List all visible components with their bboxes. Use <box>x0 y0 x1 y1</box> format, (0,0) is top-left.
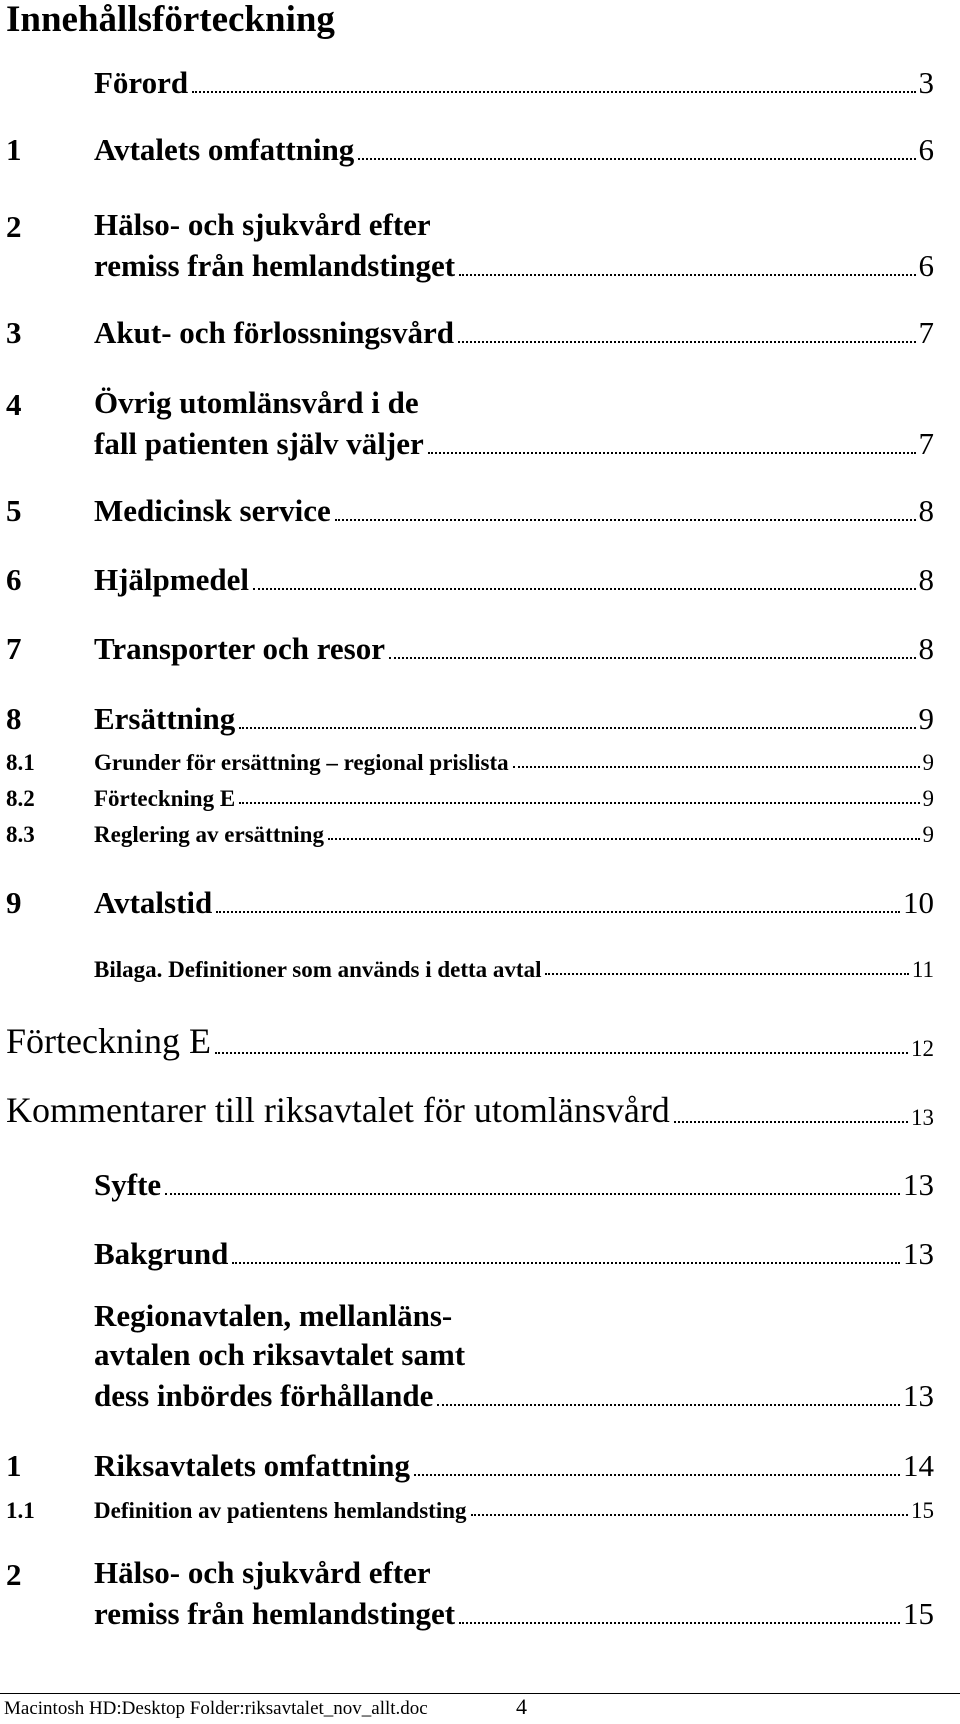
dot-leader <box>253 588 916 590</box>
toc-entry-medicinsk-service[interactable] <box>0 491 934 529</box>
toc-entry-label-line1: Övrig utomlänsvård i de <box>94 385 419 420</box>
footer-page-number: 4 <box>516 1694 527 1719</box>
toc-entry-label: Riksavtalets omfattning <box>94 1448 411 1483</box>
toc-entry-label: Förteckning E <box>6 1021 211 1061</box>
toc-entry-page: 11 <box>911 957 934 982</box>
toc-entry-label-line1: Hälso- och sjukvård efter <box>94 1555 431 1590</box>
toc-entry-number: 8.3 <box>6 822 35 847</box>
dot-leader <box>428 452 916 454</box>
toc-entry-page: 8 <box>918 562 934 597</box>
dot-leader <box>358 158 915 160</box>
toc-entry-label: Ersättning <box>94 701 236 736</box>
dot-leader <box>328 838 920 840</box>
toc-entry-label: Akut- och förlossningsvård <box>94 315 454 350</box>
toc-entry-page: 9 <box>922 786 934 811</box>
toc-entry-label: Syfte <box>94 1167 162 1202</box>
toc-entry-label: Avtalets omfattning <box>94 132 355 167</box>
toc-entry-page: 13 <box>903 1378 934 1413</box>
toc-entry-bakgrund[interactable] <box>94 1234 934 1272</box>
dot-leader <box>458 341 916 343</box>
toc-entry-page: 13 <box>903 1236 934 1271</box>
toc-entry-number: 4 <box>6 387 22 422</box>
toc-entry-page: 3 <box>918 65 934 100</box>
toc-entry-page: 15 <box>903 1596 934 1631</box>
toc-entry-number: 5 <box>6 493 22 528</box>
toc-entry-page: 7 <box>918 315 934 350</box>
toc-entry-label: dess inbördes förhållande <box>94 1378 434 1413</box>
toc-entry-forteckning-e-sub[interactable] <box>0 782 934 812</box>
dot-leader <box>192 91 915 93</box>
toc-entry-label: Förteckning E <box>94 786 236 811</box>
toc-entry-number: 2 <box>6 209 22 244</box>
toc-entry-page: 15 <box>911 1498 934 1523</box>
toc-entry-akut-och-forlossningsvard[interactable] <box>0 313 934 351</box>
toc-entry-page: 9 <box>922 822 934 847</box>
toc-entry-syfte[interactable] <box>94 1165 934 1203</box>
toc-entry-label: Hjälpmedel <box>94 562 249 597</box>
page-footer <box>0 1693 960 1724</box>
dot-leader <box>437 1404 900 1406</box>
toc-entry-number: 8 <box>6 701 22 736</box>
toc-entry-label-line1: Hälso- och sjukvård efter <box>94 207 431 242</box>
toc-entry-label: Reglering av ersättning <box>94 822 324 847</box>
dot-leader <box>165 1193 900 1195</box>
dot-leader <box>545 973 908 975</box>
toc-entry-label: remiss från hemlandstinget <box>94 1596 456 1631</box>
dot-leader <box>513 766 920 768</box>
footer-file-path: Macintosh HD:Desktop Folder:riksavtalet_nov_allt.doc <box>4 1698 428 1719</box>
page-title: Innehållsförteckning <box>6 0 335 40</box>
toc-entry-number: 9 <box>6 885 22 920</box>
toc-entry-page: 8 <box>918 493 934 528</box>
dot-leader <box>232 1262 900 1264</box>
toc-entry-page: 12 <box>911 1036 934 1061</box>
dot-leader <box>459 274 915 276</box>
toc-entry-page: 10 <box>903 885 934 920</box>
toc-entry-page: 9 <box>918 701 934 736</box>
dot-leader <box>216 911 900 913</box>
toc-entry-number: 2 <box>6 1557 22 1592</box>
toc-entry-number: 1 <box>6 132 22 167</box>
toc-entry-label: Definition av patientens hemlandsting <box>94 1498 467 1523</box>
toc-entry-bilaga-definitioner[interactable] <box>94 953 934 983</box>
toc-entry-page: 9 <box>922 750 934 775</box>
toc-entry-number: 7 <box>6 631 22 666</box>
dot-leader <box>459 1622 900 1624</box>
toc-entry-hjalpmedel[interactable] <box>0 560 934 598</box>
toc-entry-riksavtalets-omfattning[interactable] <box>0 1446 934 1484</box>
dot-leader <box>389 657 915 659</box>
toc-entry-kommentarer[interactable] <box>6 1087 934 1131</box>
toc-entry-label-line1: Regionavtalen, mellanläns- <box>94 1298 453 1333</box>
toc-entry-number: 8.2 <box>6 786 35 811</box>
toc-entry-avtalstid[interactable] <box>0 883 934 921</box>
toc-entry-number: 8.1 <box>6 750 35 775</box>
toc-entry-label: Grunder för ersättning – regional prislista <box>94 750 509 775</box>
toc-entry-number: 1 <box>6 1448 22 1483</box>
toc-entry-number: 6 <box>6 562 22 597</box>
toc-entry-forteckning-e[interactable] <box>6 1018 934 1062</box>
toc-entry-reglering-av-ersattning[interactable] <box>0 818 934 848</box>
toc-entry-page: 13 <box>911 1105 934 1130</box>
toc-entry-label: Bilaga. Definitioner som används i detta avtal <box>94 957 542 982</box>
toc-entry-label: Kommentarer till riksavtalet för utomlänsvård <box>6 1090 670 1130</box>
toc-entry-page: 7 <box>918 426 934 461</box>
toc-entry-page: 14 <box>903 1448 934 1483</box>
toc-entry-page: 6 <box>918 248 934 283</box>
toc-entry-ersattning[interactable] <box>0 699 934 737</box>
toc-entry-number: 1.1 <box>6 1498 35 1523</box>
toc-entry-label: Avtalstid <box>94 885 213 920</box>
dot-leader <box>239 802 919 804</box>
toc-entry-label: remiss från hemlandstinget <box>94 248 456 283</box>
toc-entry-page: 8 <box>918 631 934 666</box>
toc-entry-label: fall patienten själv väljer <box>94 426 424 461</box>
toc-entry-number: 3 <box>6 315 22 350</box>
toc-entry-avtalets-omfattning[interactable] <box>0 130 934 168</box>
toc-entry-forord[interactable] <box>94 63 934 101</box>
toc-entry-label: Förord <box>94 65 189 100</box>
toc-entry-label-line2: avtalen och riksavtalet samt <box>94 1337 466 1372</box>
dot-leader <box>414 1474 900 1476</box>
toc-entry-regionavtalen[interactable] <box>94 1376 934 1414</box>
dot-leader <box>471 1514 908 1516</box>
toc-entry-transporter-och-resor[interactable] <box>0 629 934 667</box>
toc-entry-page: 13 <box>903 1167 934 1202</box>
dot-leader <box>335 519 916 521</box>
dot-leader <box>239 727 915 729</box>
toc-entry-label: Medicinsk service <box>94 493 331 528</box>
dot-leader <box>674 1121 908 1123</box>
toc-entry-definition-hemlandsting[interactable] <box>0 1494 934 1524</box>
toc-entry-page: 6 <box>918 132 934 167</box>
toc-entry-label: Bakgrund <box>94 1236 229 1271</box>
toc-entry-label: Transporter och resor <box>94 631 386 666</box>
toc-entry-grunder-for-ersattning[interactable] <box>0 746 934 776</box>
dot-leader <box>215 1052 908 1054</box>
